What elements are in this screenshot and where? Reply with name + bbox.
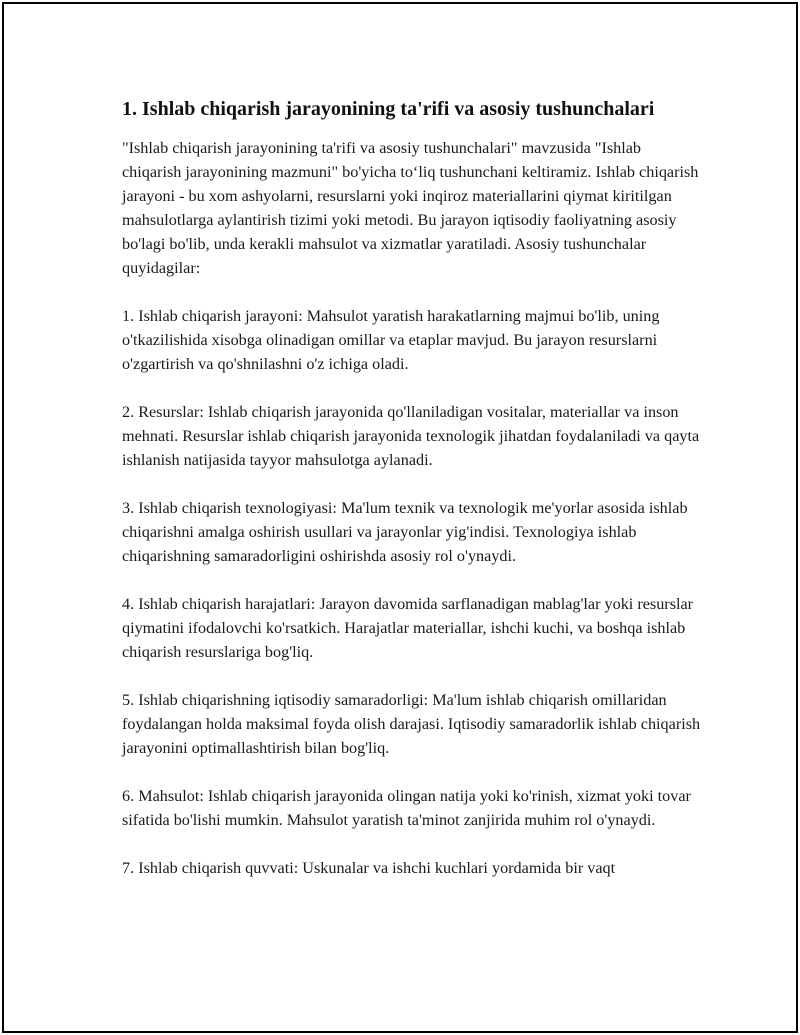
paragraph-item-7: 7. Ishlab chiqarish quvvati: Uskunalar va ishchi kuchlari yordamida bir vaqt <box>122 859 616 877</box>
page-frame <box>2 2 798 1033</box>
paragraph-item-3: 3. Ishlab chiqarish texnologiyasi: Ma'lum texnik va texnologik me'yorlar asosida ishlab chiqarishni amalga oshirish usullari va jarayonlar yig'indisi. Texnologiya ishlab chiqarishning samaradorligini oshirishda asosiy rol o'ynaydi. <box>122 499 688 565</box>
paragraph-item-4: 4. Ishlab chiqarish harajatlari: Jarayon davomida sarflanadigan mablag'lar yoki resurslar qiymatini ifodalovchi ko'rsatkich. Harajatlar materiallar, ishchi kuchi, va boshqa ishlab chiqarish resurslariga bog'liq. <box>122 595 694 661</box>
paragraph-item-1: 1. Ishlab chiqarish jarayoni: Mahsulot yaratish harakatlarning majmui bo'lib, uning o'tkazilishida xisobga olinadigan omillar va etaplar mavjud. Bu jarayon resurslarni o'zgartirish va qo'shnilashni o'z ichiga oladi. <box>122 307 660 373</box>
document-body <box>122 96 702 880</box>
paragraph-item-6: 6. Mahsulot: Ishlab chiqarish jarayonida olingan natija yoki ko'rinish, xizmat yoki tovar sifatida bo'lishi mumkin. Mahsulot yaratish ta'minot zanjirida muhim rol o'ynaydi. <box>122 787 691 829</box>
paragraph-item-5: 5. Ishlab chiqarishning iqtisodiy samaradorligi: Ma'lum ishlab chiqarish omillaridan foydalangan holda maksimal foyda olish darajasi. Iqtisodiy samaradorlik ishlab chiqarish jarayonini optimallashtirish bilan bog'liq. <box>122 691 701 757</box>
paragraph-item-2: 2. Resurslar: Ishlab chiqarish jarayonida qo'llaniladigan vositalar, materiallar va inson mehnati. Resurslar ishlab chiqarish jarayonida texnologik jihatdan foydalaniladi va qayta ishlanish natijasida tayyor mahsulotga aylanadi. <box>122 403 700 469</box>
intro-paragraph: "Ishlab chiqarish jarayonining ta'rifi va asosiy tushunchalari" mavzusida "Ishlab chiqarish jarayonining mazmuni" bo'yicha to‘liq tushunchani keltiramiz. Ishlab chiqarish jarayoni - bu xom ashyolarni, resurslarni yoki inqiroz materiallarini qiymat kiritilgan mahsulotlarga aylantirish tizimi yoki metodi. Bu jarayon iqtisodiy faoliyatning asosiy bo'lagi bo'lib, unda kerakli mahsulot va xizmatlar yaratiladi. Asosiy tushunchalar quyidagilar: <box>122 139 699 277</box>
document-title: 1. Ishlab chiqarish jarayonining ta'rifi va asosiy tushunchalari <box>122 98 655 120</box>
